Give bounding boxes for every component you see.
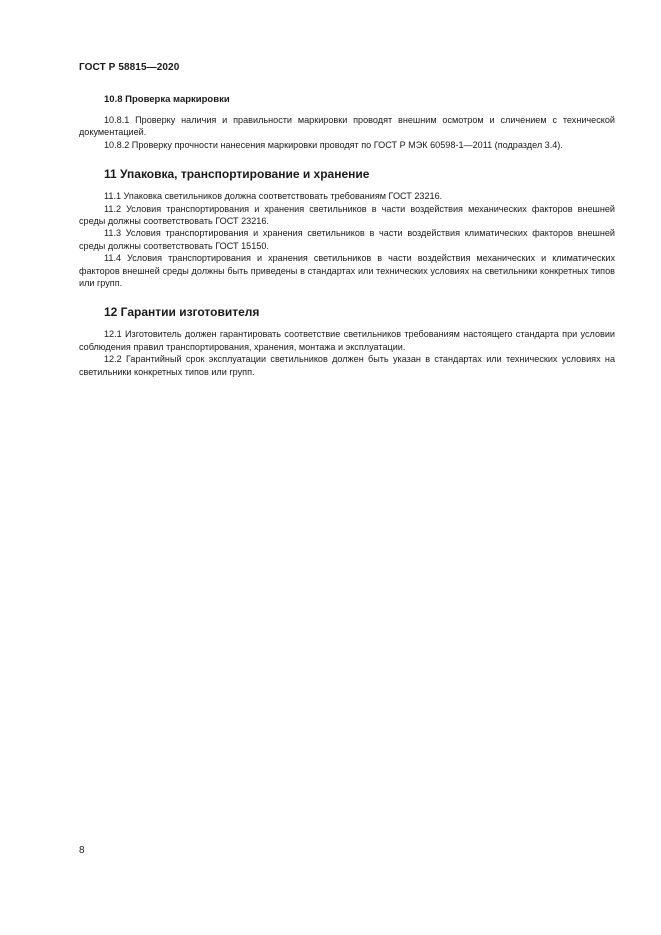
- section-11: [79, 167, 615, 289]
- section-10-8: [79, 94, 615, 151]
- paragraph: 10.8.2 Проверку прочности нанесения маркировки проводят по ГОСТ Р МЭК 60598-1—2011 (подраздел 3.4).: [104, 139, 563, 150]
- page-content: [79, 94, 615, 394]
- paragraph: 11.1 Упаковка светильников должна соответствовать требованиям ГОСТ 23216.: [104, 191, 443, 202]
- paragraph: 11.3 Условия транспортирования и хранения светильников в части воздействия климатических факторов внешней среды должны соответствовать ГОСТ 15150.: [79, 228, 615, 251]
- section-heading: 11 Упаковка, транспортирование и хранение: [104, 167, 370, 182]
- running-header: ГОСТ Р 58815—2020: [79, 62, 180, 73]
- section-heading: 12 Гарантии изготовителя: [104, 305, 260, 320]
- subsection-heading: 10.8 Проверка маркировки: [104, 94, 230, 105]
- paragraph: 12.2 Гарантийный срок эксплуатации светильников должен быть указан в стандартах или технических условиях на светильники конкретных типов или групп.: [79, 354, 615, 377]
- paragraph: 12.1 Изготовитель должен гарантировать соответствие светильников требованиям настоящего стандарта при условии соблюдения правил транспортирования, хранения, монтажа и эксплуатации.: [79, 329, 615, 352]
- paragraph: 10.8.1 Проверку наличия и правильности маркировки проводят внешним осмотром и сличением с технической документацией.: [79, 115, 615, 138]
- paragraph: 11.2 Условия транспортирования и хранения светильников в части воздействия механических факторов внешней среды должны соответствовать ГОСТ 23216.: [79, 203, 615, 227]
- paragraph: 11.4 Условия транспортирования и хранения светильников в части воздействия механических и климатических факторов внешней среды должны быть приведены в стандартах или технических условиях на светильники конкретных типов или групп.: [79, 253, 615, 289]
- section-12: [79, 305, 615, 378]
- page-number: 8: [79, 845, 85, 856]
